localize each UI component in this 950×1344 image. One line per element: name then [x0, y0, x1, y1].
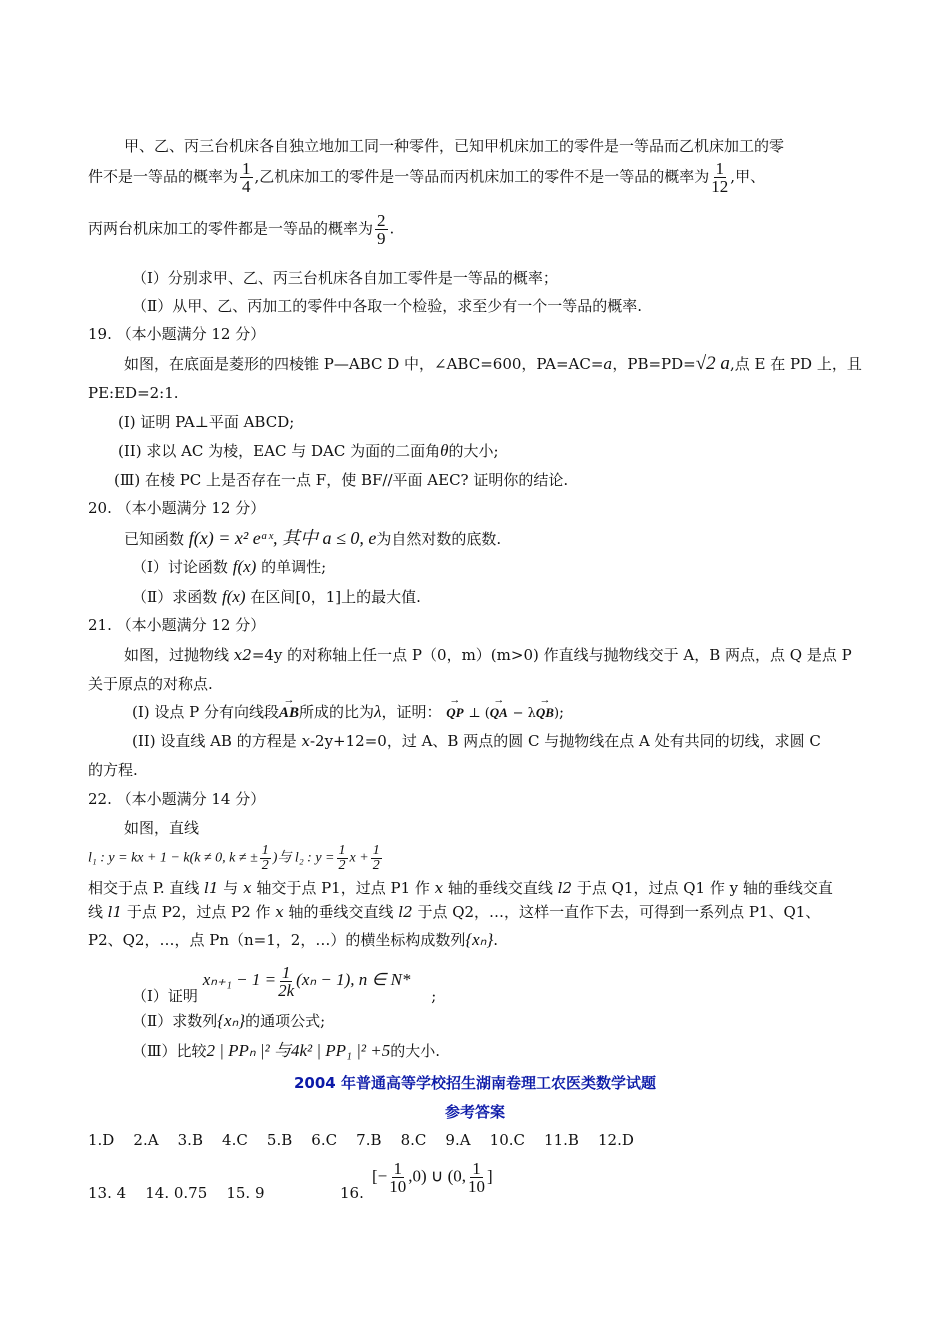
lambda-symbol: λ: [374, 702, 382, 721]
q22-part1: [132, 960, 437, 1006]
l2-symbol: l2: [557, 879, 573, 897]
q21-line-end: 的方程.: [88, 761, 138, 779]
q19-line1-b: ，PB=PD=: [612, 355, 696, 373]
q22-part3: [132, 1041, 440, 1061]
recurrence-expression: [202, 963, 411, 1000]
q22-body1-a: 相交于点 P. 直线: [88, 879, 200, 897]
fraction-1-2k: [278, 964, 294, 999]
frac-num: 1: [472, 1159, 481, 1178]
q19-header: 19. （本小题满分 12 分）: [88, 325, 266, 343]
theta-symbol: θ: [440, 441, 449, 460]
perp-open: ⊥ (: [468, 706, 490, 721]
q21-line1-b: =4y 的对称轴上任一点 P（0，m）(m>0) 作直线与抛物线交于 A，B 两点，点 Q 是点 P: [251, 646, 852, 664]
frac-num: 1: [372, 843, 380, 858]
answer16-right: ]: [487, 1166, 493, 1186]
q18-line3-a: 丙两台机床加工的零件都是一等品的概率为: [88, 219, 374, 238]
q22-lines-expression: [88, 844, 384, 873]
q22-body2-c: 轴的垂线交直线: [288, 903, 394, 921]
q22-header: 22. （本小题满分 14 分）: [88, 790, 266, 808]
q18-line3-b: .: [389, 219, 395, 238]
var-x: x: [301, 732, 310, 750]
answers-line1: 1.D 2.A 3.B 4.C 5.B 6.C 7.B 8.C 9.A 10.C 11.B 12.D: [88, 1131, 634, 1149]
l1-definition: l₁ : y = kx + 1 − k(k ≠ 0, k ≠ ±: [88, 850, 258, 866]
frac-num: 1: [715, 159, 725, 178]
q21-part1-d: ;: [559, 703, 565, 721]
fraction-1-10: [468, 1160, 485, 1195]
q20-part1: [132, 557, 326, 577]
q19-line2: PE:ED=2:1.: [88, 384, 179, 402]
l2-symbol: l2: [398, 903, 413, 921]
q18-line2-b: ,乙机床加工的零件是一等品而丙机床加工的零件不是一等品的概率为: [254, 167, 710, 186]
frac-num: 1: [281, 963, 291, 982]
fraction-1-12: [711, 160, 728, 195]
q21-part2-a: (II) 设直线 AB 的方程是: [132, 732, 297, 750]
q19-part3: (Ⅲ) 在棱 PC 上是否存在一点 F，使 BF//平面 AEC? 证明你的结论.: [114, 471, 569, 489]
l1-symbol: l1: [204, 879, 219, 897]
q22-body2-a: 线: [88, 903, 104, 921]
q19-line1-a: 如图，在底面是菱形的四棱锥 P—ABC D 中，∠ABC=600，PA=AC=: [124, 355, 604, 373]
q22-body1-d: 轴的垂线交直线: [447, 879, 553, 897]
close-paren: ): [553, 706, 560, 721]
q21-part1: [132, 702, 564, 724]
vector-qp: → QP: [446, 703, 463, 723]
frac-num: 1: [338, 843, 346, 858]
fx-symbol: f(x): [221, 587, 246, 606]
q20-header: 20. （本小题满分 12 分）: [88, 499, 266, 517]
frac-num: 2: [377, 211, 386, 230]
q22-body3-b: .: [493, 931, 499, 949]
fraction-half: [371, 844, 382, 873]
q19-part2: [118, 441, 499, 461]
recurrence-left: xₙ₊₁ − 1 =: [202, 970, 277, 990]
q20-part1-a: （Ⅰ）讨论函数: [132, 558, 228, 576]
recurrence-right: (xₙ − 1), n ∈ N*: [296, 970, 411, 990]
q19-line1: [124, 354, 862, 374]
q21-line1: [124, 645, 852, 665]
q22-body2-b: 于点 P2，过点 P2 作: [126, 903, 271, 921]
q22-body3: [88, 930, 498, 950]
fraction-2-9: [375, 212, 388, 247]
x-symbol: x: [434, 879, 444, 897]
q22-body1: [88, 878, 833, 898]
q21-part1-b: 所成的比为: [299, 703, 375, 721]
q22-body3-a: P2、Q2，…，点 Pn（n=1，2，…）的横坐标构成数列: [88, 931, 466, 949]
q21-part2: [132, 731, 821, 751]
q22-body1-c: 轴交于点 P1，过点 P1 作: [256, 879, 430, 897]
q22-body1-e: 于点 Q1，过点 Q1 作 y 轴的垂线交直: [576, 879, 833, 897]
frac-den: 2: [372, 858, 380, 873]
answer16-label: 16.: [340, 1184, 364, 1202]
q22-body2: [88, 902, 820, 922]
answer-title: 2004 年普通高等学校招生湖南卷理工农医类数学试题: [294, 1074, 656, 1092]
frac-num: 1: [261, 843, 269, 858]
q22-part1-a: （Ⅰ）证明: [132, 987, 198, 1006]
q18-part2: （Ⅱ）从甲、乙、丙加工的零件中各取一个检验，求至少有一个一等品的概率.: [132, 297, 642, 315]
q18-line2: [88, 160, 765, 195]
minus-lambda: − λ: [512, 706, 536, 721]
sqrt-2a: √2 a: [695, 353, 730, 374]
frac-den: 10: [389, 1177, 407, 1196]
answer16-left: [−: [372, 1166, 388, 1186]
q20-line1-a: 已知函数: [124, 530, 185, 548]
frac-den: 4: [242, 177, 251, 196]
q18-line2-c: ,甲、: [730, 167, 766, 186]
frac-den: 2: [338, 858, 346, 873]
q19-line1-c: ,点 E 在 PD 上，且: [729, 355, 862, 373]
x-symbol: x: [243, 879, 252, 897]
q20-line1: [124, 528, 501, 549]
q18-part1: （Ⅰ）分别求甲、乙、丙三台机床各自加工零件是一等品的概率；: [132, 269, 558, 287]
l2-definition: )与 l₂ : y =: [272, 850, 335, 866]
q21-part1-c: ，证明：: [381, 703, 442, 721]
sequence-xn: {xₙ}: [465, 930, 494, 949]
q22-part3-a: （Ⅲ）比较: [132, 1042, 207, 1060]
x-symbol: x: [275, 903, 284, 921]
q20-part1-b: 的单调性;: [261, 558, 327, 576]
q22-part3-b: 的大小.: [390, 1042, 440, 1060]
l2-definition-mid: x +: [349, 850, 369, 866]
l1-symbol: l1: [107, 903, 123, 921]
q20-part2: [132, 587, 421, 607]
answer-subtitle: 参考答案: [444, 1103, 505, 1121]
sequence-xn: {xₙ}: [217, 1011, 246, 1030]
q18-line1: 甲、乙、丙三台机床各自独立地加工同一种零件，已知甲机床加工的零件是一等品而乙机床加工的零: [124, 137, 785, 155]
q20-part2-b: 在区间[0，1]上的最大值.: [250, 588, 421, 606]
frac-num: 1: [242, 159, 251, 178]
fraction-half: [260, 844, 271, 873]
function-expression: f(x) = x² eᵃˣ, 其中 a ≤ 0, e: [188, 528, 377, 548]
answers-line2: 13. 4 14. 0.75 15. 9: [88, 1184, 265, 1202]
vector-qb: → QB: [536, 703, 554, 723]
frac-den: 2: [261, 858, 269, 873]
q18-line2-a: 件不是一等品的概率为: [88, 167, 239, 186]
frac-den: 12: [711, 177, 729, 196]
q22-part1-b: ;: [431, 987, 437, 1006]
q21-part1-a: (I) 设点 P 分有向线段: [132, 703, 280, 721]
comparison-expression: 2 | PPₙ |² 与4k² | PP₁ |² +5: [206, 1041, 391, 1060]
q19-part2-b: 的大小;: [448, 442, 499, 460]
vector-ab: → AB: [279, 703, 299, 723]
q20-part2-a: （Ⅱ）求函数: [132, 588, 218, 606]
q20-line1-b: 为自然对数的底数.: [376, 530, 502, 548]
fraction-half: [337, 844, 348, 873]
frac-den: 10: [468, 1177, 486, 1196]
fraction-1-10: [389, 1160, 406, 1195]
q21-part2-b: -2y+12=0，过 A、B 两点的圆 C 与抛物线在点 A 处有共同的切线，求圆 C: [309, 732, 821, 750]
q21-line2: 关于原点的对称点.: [88, 675, 213, 693]
x2-symbol: x2: [233, 646, 252, 664]
fx-symbol: f(x): [232, 557, 257, 576]
q19-part2-a: (II) 求以 AC 为棱，EAC 与 DAC 为面的二面角: [118, 442, 441, 460]
q22-part2-b: 的通项公式;: [245, 1012, 326, 1030]
frac-den: 9: [377, 229, 386, 248]
answer16-mid: ,0) ∪ (0,: [408, 1166, 467, 1186]
q22-part2-a: （Ⅱ）求数列: [132, 1012, 218, 1030]
frac-den: 2k: [278, 981, 295, 1000]
vector-qa: → QA: [490, 703, 508, 723]
q22-part2: [132, 1011, 325, 1031]
q22-line1: 如图，直线: [124, 819, 200, 837]
var-a: a: [603, 355, 613, 373]
fraction-1-4: [240, 160, 253, 195]
q22-body1-b: 与: [223, 879, 239, 897]
answer16-expression: [372, 1160, 493, 1195]
q19-part1: (I) 证明 PA⊥平面 ABCD;: [118, 413, 295, 431]
q22-body2-d: 于点 Q2，…，这样一直作下去，可得到一系列点 P1、Q1、: [417, 903, 821, 921]
q21-header: 21. （本小题满分 12 分）: [88, 616, 266, 634]
q21-line1-a: 如图，过抛物线: [124, 646, 230, 664]
frac-num: 1: [393, 1159, 402, 1178]
q18-line3: [88, 212, 394, 247]
